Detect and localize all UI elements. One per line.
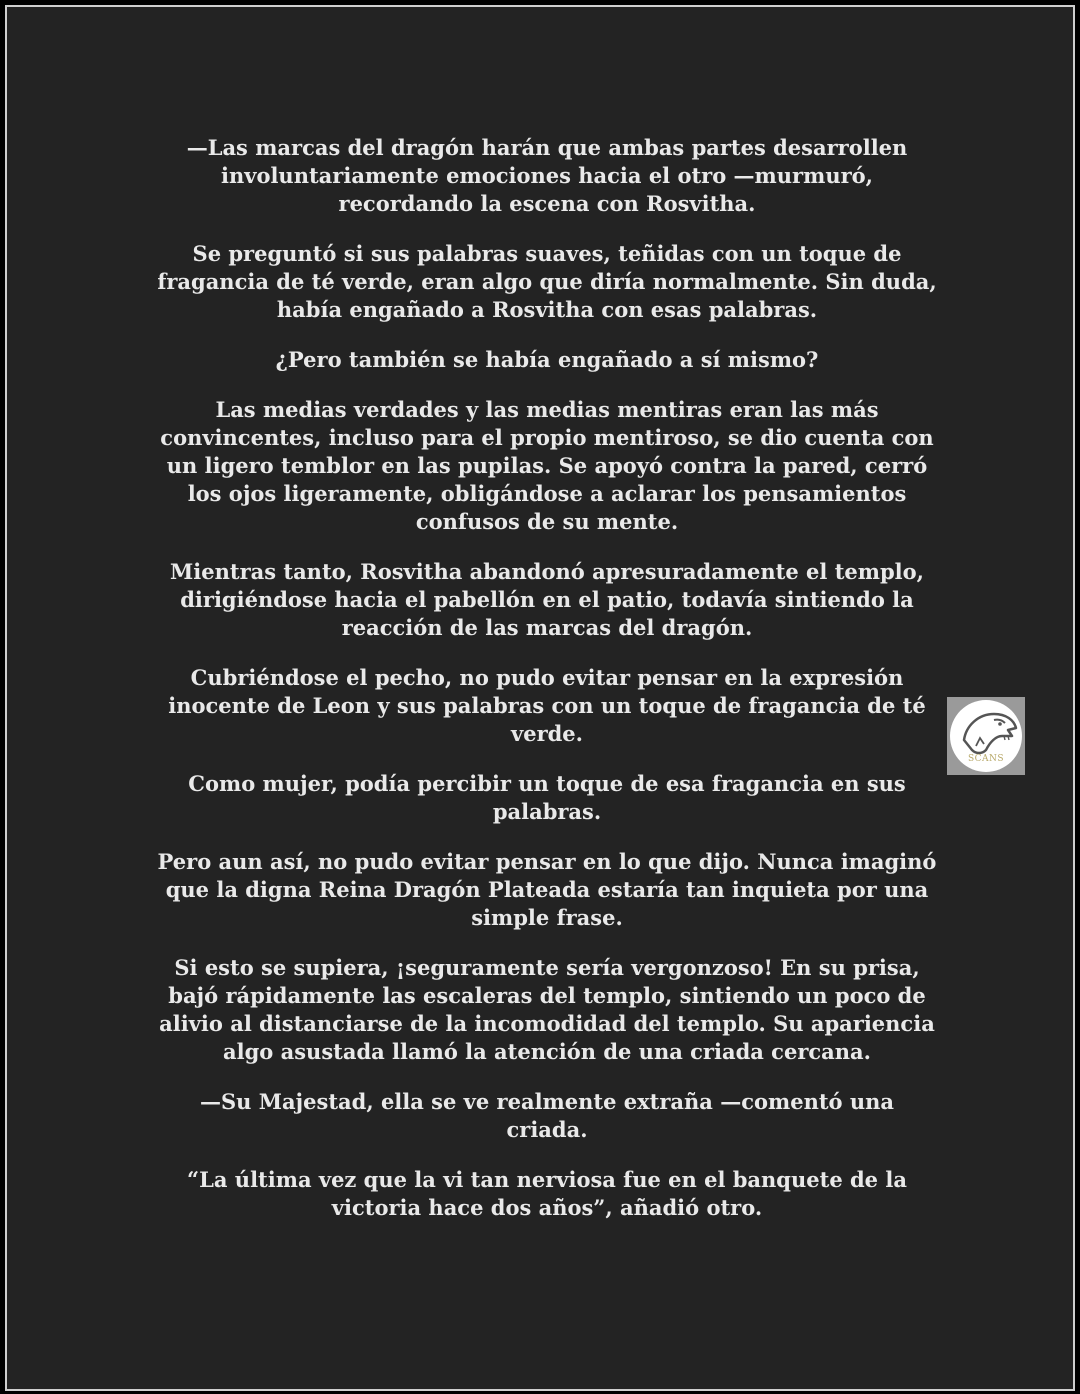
- paragraph-3: ¿Pero también se había engañado a sí mismo?: [275, 347, 819, 372]
- paragraph-9: Si esto se supiera, ¡seguramente sería vergonzoso! En su prisa, bajó rápidamente las escaleras del templo, sintiendo un poco de alivio al distanciarse de la incomodidad del templo. Su apariencia algo asustada llamó la atención de una criada cercana.: [159, 955, 935, 1064]
- paragraph-6: Cubriéndose el pecho, no pudo evitar pensar en la expresión inocente de Leon y sus palabras con un toque de fragancia de té verde.: [168, 665, 926, 746]
- story-text: [157, 134, 937, 1244]
- paragraph-5: Mientras tanto, Rosvitha abandonó apresuradamente el templo, dirigiéndose hacia el pabellón en el patio, todavía sintiendo la reacción de las marcas del dragón.: [170, 559, 924, 640]
- page-panel: [5, 5, 1075, 1391]
- watermark-text: SCANS: [967, 754, 1005, 764]
- paragraph-7: Como mujer, podía percibir un toque de esa fragancia en sus palabras.: [188, 771, 906, 824]
- paragraph-1: —Las marcas del dragón harán que ambas partes desarrollen involuntariamente emociones hacia el otro —murmuró, recordando la escena con Rosvitha.: [186, 135, 908, 216]
- paragraph-8: Pero aun así, no pudo evitar pensar en lo que dijo. Nunca imaginó que la digna Reina Dragón Plateada estaría tan inquieta por una simple frase.: [157, 849, 937, 930]
- paragraph-10: —Su Majestad, ella se ve realmente extraña —comentó una criada.: [199, 1089, 895, 1142]
- scanlation-watermark: [947, 697, 1025, 775]
- paragraph-11: “La última vez que la vi tan nerviosa fue en el banquete de la victoria hace dos años”, añadió otro.: [187, 1167, 907, 1220]
- paragraph-2: Se preguntó si sus palabras suaves, teñidas con un toque de fragancia de té verde, eran algo que diría normalmente. Sin duda, había engañado a Rosvitha con esas palabras.: [157, 241, 937, 322]
- paragraph-4: Las medias verdades y las medias mentiras eran las más convincentes, incluso para el propio mentiroso, se dio cuenta con un ligero temblor en las pupilas. Se apoyó contra la pared, cerró los ojos ligeramente, obligándose a aclarar los pensamientos confusos de su mente.: [160, 397, 934, 534]
